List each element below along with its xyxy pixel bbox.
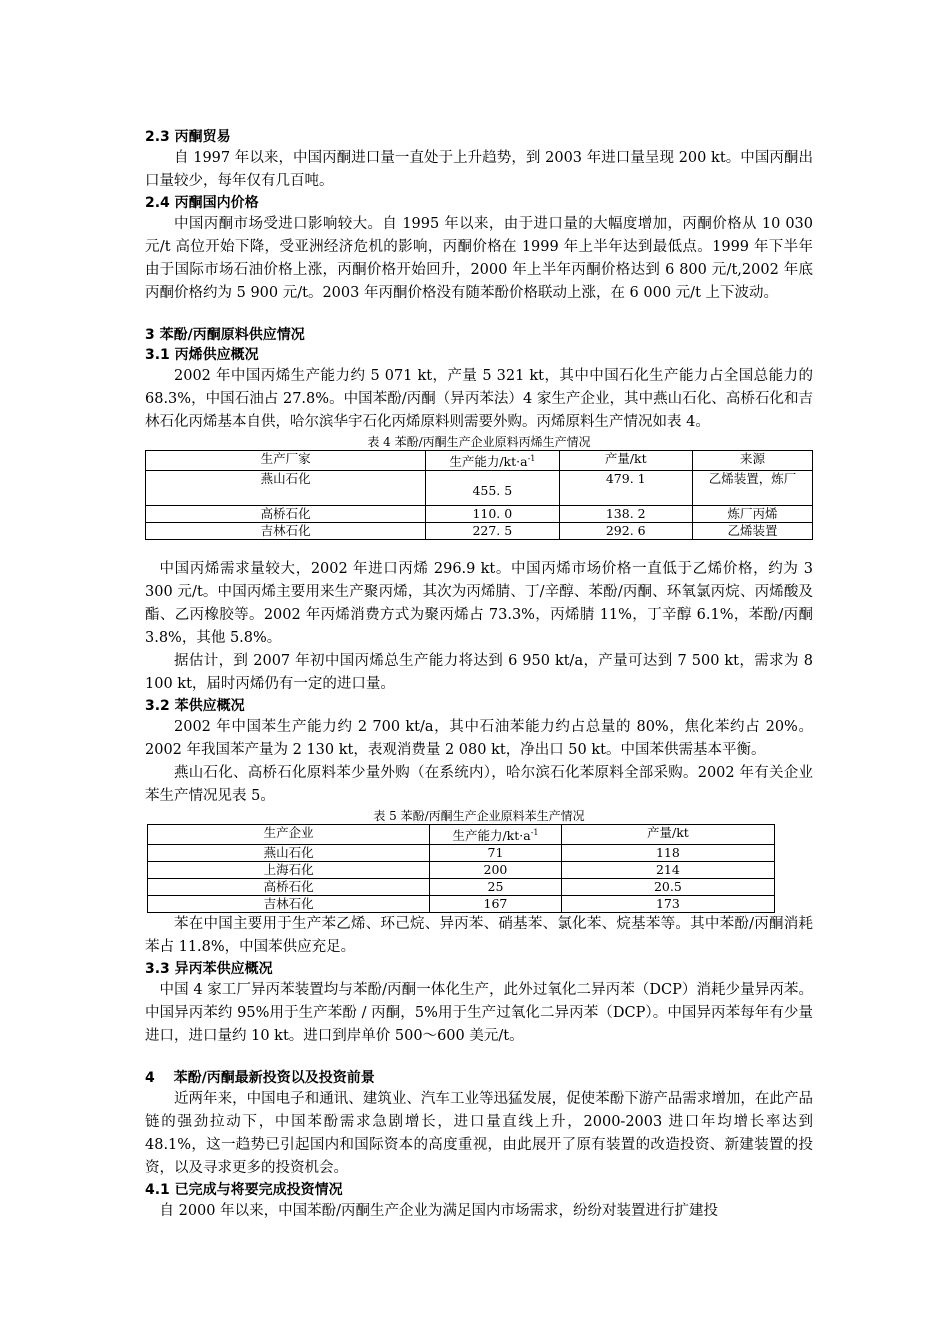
table-cell: 138. 2 xyxy=(559,506,692,523)
section-heading: 3.2 苯供应概况 xyxy=(145,698,245,715)
table-cell: 高桥石化 xyxy=(148,879,430,896)
document-page xyxy=(145,127,813,1223)
paragraph: 自 1997 年以来，中国丙酮进口量一直处于上升趋势，到 2003 年进口量呈现 200 kt。中国丙酮出口量较少，每年仅有几百吨。 xyxy=(145,150,813,189)
paragraph: 2002 年中国苯生产能力约 2 700 kt/a，其中石油苯能力约占总量的 80%，焦化苯约占 20%。2002 年我国苯产量为 2 130 kt，表观消费量 2 080 kt，净出口 50 kt。中国苯供需基本平衡。 xyxy=(145,719,813,759)
paragraph: 苯在中国主要用于生产苯乙烯、环己烷、异丙苯、硝基苯、氯化苯、烷基苯等。其中苯酚/丙酮消耗苯占 11.8%，中国苯供应充足。 xyxy=(145,916,813,956)
section-heading: 4 苯酚/丙酮最新投资以及投资前景 xyxy=(145,1070,375,1087)
table-row xyxy=(146,506,813,523)
table-cell: 20.5 xyxy=(561,879,774,896)
paragraph: 自 2000 年以来，中国苯酚/丙酮生产企业为满足国内市场需求，纷纷对装置进行扩建投 xyxy=(159,1203,719,1220)
table-cell: 110. 0 xyxy=(426,506,559,523)
paragraph: 据估计，到 2007 年初中国丙烯总生产能力将达到 6 950 kt/a，产量可达到 7 500 kt，需求为 8 100 kt，届时丙烯仍有一定的进口量。 xyxy=(145,653,813,693)
table-header: 生产企业 xyxy=(148,825,430,845)
table-cell: 292. 6 xyxy=(559,523,692,540)
table-cell: 燕山石化 xyxy=(146,471,426,506)
table-cell: 455. 5 xyxy=(426,471,559,506)
table-row xyxy=(148,862,775,879)
table-cell: 167 xyxy=(430,896,562,913)
table-cell: 173 xyxy=(561,896,774,913)
table-5 xyxy=(147,824,775,913)
table-header: 产量/kt xyxy=(561,825,774,845)
table-cell: 上海石化 xyxy=(148,862,430,879)
table-cell: 479. 1 xyxy=(559,471,692,506)
section-heading: 2.3 丙酮贸易 xyxy=(145,129,231,145)
table-header: 产量/kt xyxy=(559,451,692,471)
table-cell: 高桥石化 xyxy=(146,506,426,523)
table-header: 生产厂家 xyxy=(146,451,426,471)
table-cell: 118 xyxy=(561,845,774,862)
table-row xyxy=(146,471,813,506)
paragraph: 燕山石化、高桥石化原料苯少量外购（在系统内），哈尔滨石化苯原料全部采购。2002 年有关企业苯生产情况见表 5。 xyxy=(145,765,813,805)
table-cell: 71 xyxy=(430,845,562,862)
section-heading: 3.3 异丙苯供应概况 xyxy=(145,961,273,978)
section-heading: 2.4 丙酮国内价格 xyxy=(145,195,259,211)
table-row xyxy=(148,896,775,913)
table-cell: 吉林石化 xyxy=(146,523,426,540)
table-header-row xyxy=(146,451,813,471)
table-header: 生产能力$/kt\cdot a^{-1}$ xyxy=(430,825,562,845)
table-row xyxy=(148,879,775,896)
table-cell: 乙烯装置 xyxy=(692,523,812,540)
section-heading: 4.1 已完成与将要完成投资情况 xyxy=(145,1182,343,1199)
paragraph: 2002 年中国丙烯生产能力约 5 071 kt，产量 5 321 kt，其中中国石化生产能力占全国总能力的 68.3%，中国石油占 27.8%。中国苯酚/丙酮（异丙苯法）4 家生产企业，其中燕山石化、高桥石化和吉林石化丙烯基本自供，哈尔滨华宇石化丙烯原料则需要外购。丙烯原料生产情况如表 4。 xyxy=(145,368,813,430)
table-cell: 燕山石化 xyxy=(148,845,430,862)
table-header-row xyxy=(148,825,775,845)
table-cell: 214 xyxy=(561,862,774,879)
table-header: 生产能力$/kt\cdot a^{-1}$ xyxy=(426,451,559,471)
table-cell: 227. 5 xyxy=(426,523,559,540)
table-cell: 乙烯装置，炼厂 xyxy=(692,471,812,506)
table-row xyxy=(146,523,813,540)
section-heading: 3 苯酚/丙酮原料供应情况 xyxy=(145,327,305,343)
paragraph: 近两年来，中国电子和通讯、建筑业、汽车工业等迅猛发展，促使苯酚下游产品需求增加，在此产品链的强劲拉动下，中国苯酚需求急剧增长，进口量直线上升，2000-2003 进口年均增长率达到 48.1%，这一趋势已引起国内和国际资本的高度重视，由此展开了原有装置的改造投资、新建装置的投资，以及寻求更多的投资机会。 xyxy=(145,1091,813,1177)
paragraph: 中国丙酮市场受进口影响较大。自 1995 年以来，由于进口量的大幅度增加，丙酮价格从 10 030 元/t 高位开始下降，受亚洲经济危机的影响，丙酮价格在 1999 年上半年达到最低点。1999 年下半年由于国际市场石油价格上涨，丙酮价格开始回升，2000 年上半年丙酮价格达到 6 800 元/t,2002 年底丙酮价格约为 5 900 元/t。2003 年丙酮价格没有随苯酚价格联动上涨，在 6 000 元/t 上下波动。 xyxy=(145,216,813,301)
table-cell: 吉林石化 xyxy=(148,896,430,913)
table-caption: 表 4 苯酚/丙酮生产企业原料丙烯生产情况 xyxy=(367,435,591,449)
table-cell: 200 xyxy=(430,862,562,879)
table-cell: 炼厂丙烯 xyxy=(692,506,812,523)
paragraph: 中国 4 家工厂异丙苯装置均与苯酚/丙酮一体化生产，此外过氧化二异丙苯（DCP）消耗少量异丙苯。中国异丙苯约 95%用于生产苯酚 / 丙酮，5%用于生产过氧化二异丙苯（DCP）。中国异丙苯每年有少量进口，进口量约 10 kt。进口到岸单价 500～600 美元/t。 xyxy=(145,982,813,1045)
table-row xyxy=(148,845,775,862)
section-heading: 3.1 丙烯供应概况 xyxy=(145,347,259,363)
table-cell: 25 xyxy=(430,879,562,896)
table-caption: 表 5 苯酚/丙酮生产企业原料苯生产情况 xyxy=(373,809,585,824)
table-4 xyxy=(145,450,813,540)
paragraph: 中国丙烯需求量较大，2002 年进口丙烯 296.9 kt。中国丙烯市场价格一直低于乙烯价格，约为 3 300 元/t。中国丙烯主要用来生产聚丙烯，其次为丙烯腈、丁/辛醇、苯酚/丙酮、环氧氯丙烷、丙烯酸及酯、乙丙橡胶等。2002 年丙烯消费方式为聚丙烯占 73.3%，丙烯腈 11%，丁辛醇 6.1%，苯酚/丙酮 3.8%，其他 5.8%。 xyxy=(145,561,813,647)
table-header: 来源 xyxy=(692,451,812,471)
